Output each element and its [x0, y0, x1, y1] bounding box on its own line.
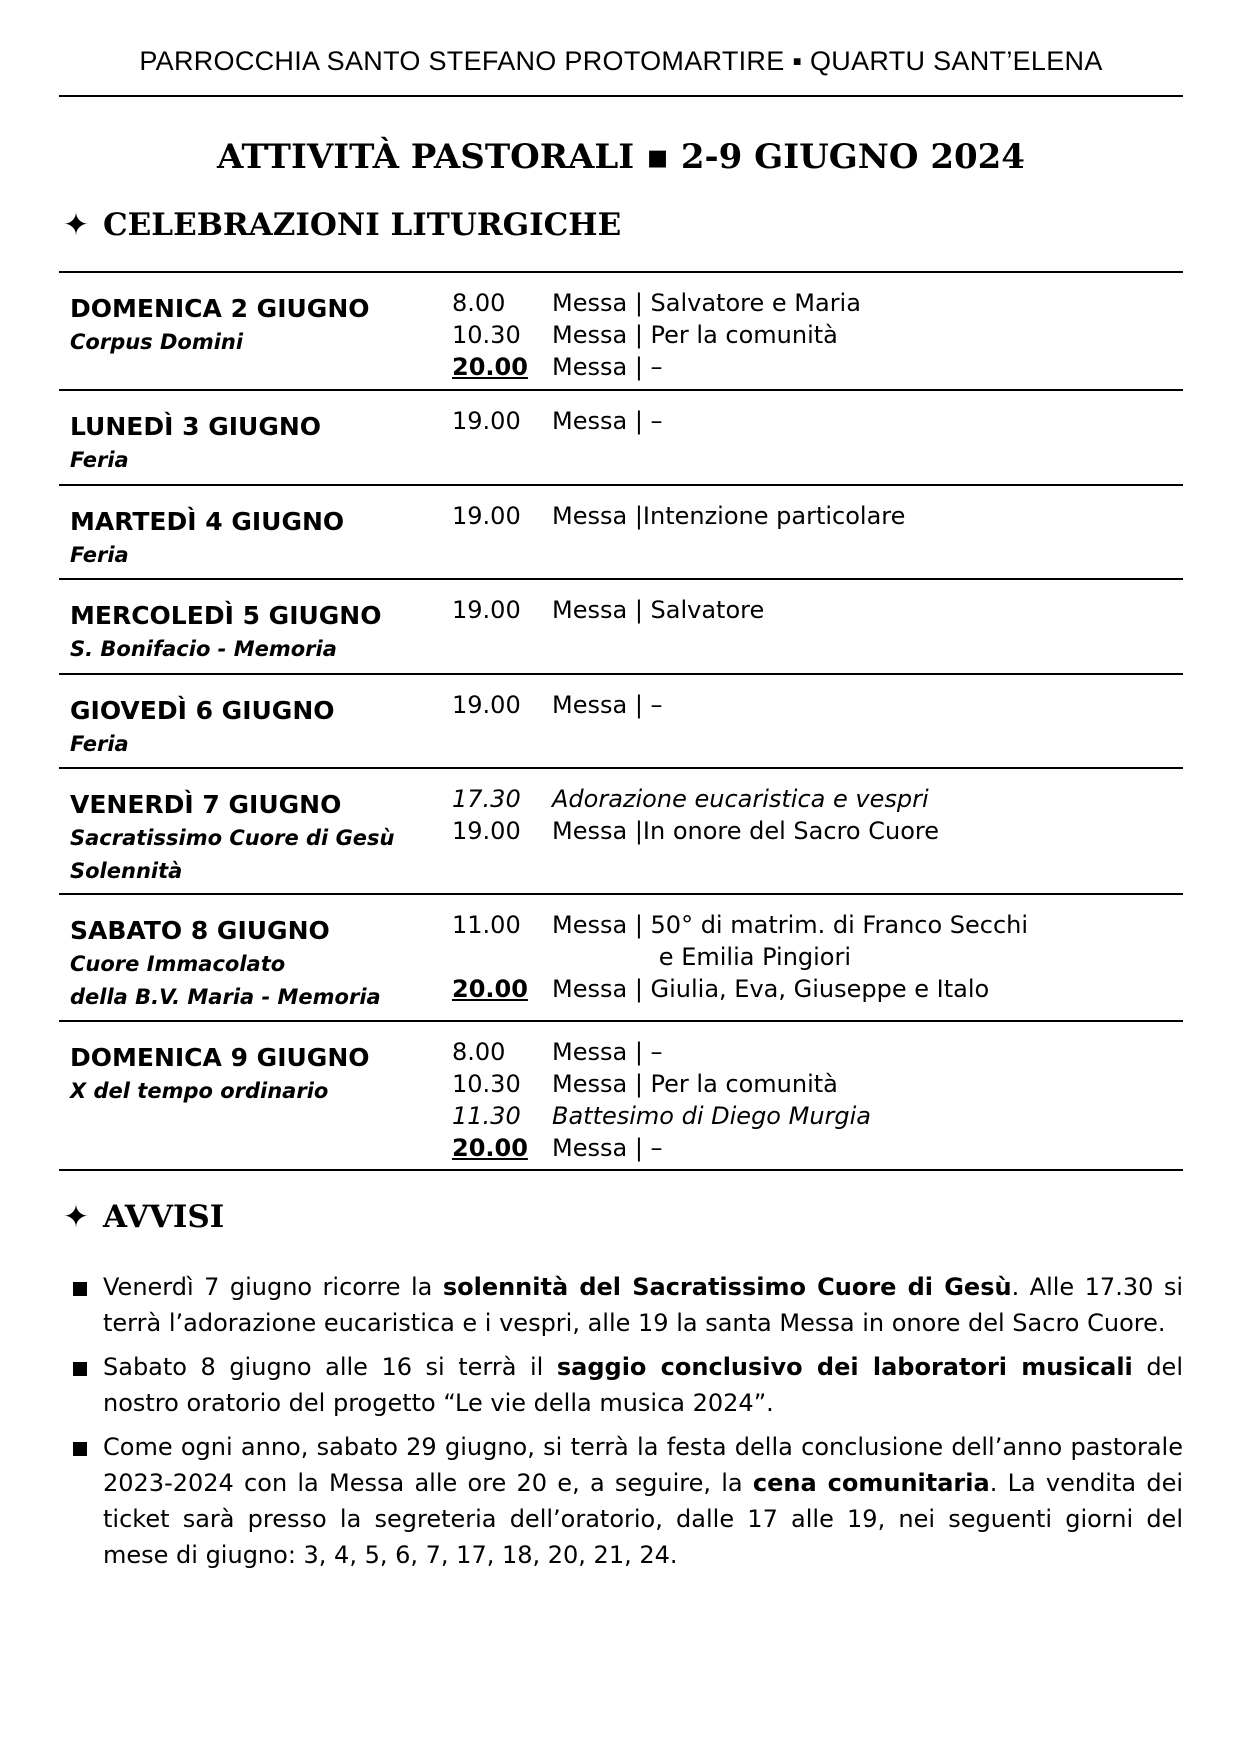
event-time: 8.00 [452, 1038, 506, 1066]
schedule-row [59, 675, 1183, 769]
square-bullet-icon [73, 1442, 87, 1456]
event-time: 11.30 [452, 1102, 521, 1130]
event-time [452, 941, 552, 973]
day-info [70, 788, 450, 888]
notices-list [73, 1269, 1183, 1581]
event-line [452, 500, 1172, 532]
event-text: Messa | – [552, 407, 663, 435]
event-line [452, 909, 1172, 941]
event-text: Messa | Salvatore e Maria [552, 289, 861, 317]
event-text: Messa | Salvatore [552, 596, 765, 624]
section-notices-title: AVVISI [102, 1199, 225, 1235]
event-time: 19.00 [452, 407, 521, 435]
event-time: 10.30 [452, 321, 521, 349]
notice-highlight: solennità del Sacratissimo Cuore di Gesù [442, 1273, 1012, 1301]
event-time: 19.00 [452, 502, 521, 530]
day-name: DOMENICA 2 GIUGNO [70, 294, 370, 323]
event-line [452, 815, 1172, 847]
event-time: 11.00 [452, 911, 521, 939]
day-info [70, 914, 450, 1014]
notice-highlight: cena comunitaria [752, 1469, 990, 1497]
schedule-table [59, 271, 1183, 1171]
event-list [452, 783, 1172, 847]
day-name: MARTEDÌ 4 GIUGNO [70, 507, 345, 536]
event-line [452, 594, 1172, 626]
notice-text: . La vendita dei ticket sarà presso la segreteria dell’oratorio, dalle 17 alle 19, nei seguenti giorni del mese di giugno: 3, 4, 5, 6, 7, 17, 18, 20, 21, 24. [103, 1469, 1184, 1569]
notice-text: . Alle 17.30 si terrà l’adorazione eucaristica e i vespri, alle 19 la santa Messa in onore del Sacro Cuore. [103, 1273, 1183, 1337]
event-list [452, 405, 1172, 437]
day-name: MERCOLEDÌ 5 GIUGNO [70, 601, 382, 630]
event-text: e Emilia Pingiori [552, 943, 852, 971]
star-icon: ✦ [63, 207, 89, 243]
notice-text: del nostro oratorio del progetto “Le vie della musica 2024”. [103, 1353, 1183, 1417]
event-line [452, 319, 1172, 351]
parish-header: PARROCCHIA SANTO STEFANO PROTOMARTIRE ▪ QUARTU SANT’ELENA [139, 46, 1103, 76]
event-line [452, 1100, 1172, 1132]
event-text: Messa | – [552, 353, 663, 381]
notice-text: Venerdì 7 giugno ricorre la [103, 1273, 443, 1301]
square-bullet-icon [73, 1282, 87, 1296]
section-celebrations [63, 207, 621, 243]
notice-item [73, 1269, 1183, 1341]
schedule-row [59, 391, 1183, 486]
event-line [452, 1132, 1172, 1164]
day-name: LUNEDÌ 3 GIUGNO [70, 412, 322, 441]
event-line [452, 1036, 1172, 1068]
event-line [452, 973, 1172, 1005]
notice-text: Come ogni anno, sabato 29 giugno, si terrà la festa della conclusione dell’anno pastorale 2023-2024 con la Messa alle ore 20 e, a seguire, la [103, 1433, 1183, 1497]
event-time: 10.30 [452, 1070, 521, 1098]
event-list [452, 287, 1172, 383]
header-divider [59, 95, 1183, 97]
schedule-row [59, 1022, 1183, 1171]
day-subtitle: della B.V. Maria - Memoria [70, 985, 381, 1009]
notice-text: Sabato 8 giugno alle 16 si terrà il [103, 1353, 557, 1381]
event-text: Messa | Per la comunità [552, 321, 838, 349]
day-info [70, 694, 450, 761]
event-line [452, 351, 1172, 383]
event-text: Battesimo di Diego Murgia [552, 1102, 872, 1130]
event-line [452, 783, 1172, 815]
event-time: 20.00 [452, 1134, 528, 1162]
event-list [452, 909, 1172, 1005]
day-subtitle: Feria [70, 732, 129, 756]
schedule-row [59, 486, 1183, 580]
event-line [452, 405, 1172, 437]
day-subtitle: Sacratissimo Cuore di Gesù [70, 826, 395, 850]
event-text: Messa |Intenzione particolare [552, 502, 906, 530]
event-list [452, 594, 1172, 626]
day-info [70, 505, 450, 572]
page-title: ATTIVITÀ PASTORALI ▪ 2-9 GIUGNO 2024 [217, 137, 1025, 177]
event-text: Messa | Giulia, Eva, Giuseppe e Italo [552, 975, 990, 1003]
event-text: Messa | 50° di matrim. di Franco Secchi [552, 911, 1029, 939]
schedule-row [59, 895, 1183, 1022]
day-subtitle: Cuore Immacolato [70, 952, 286, 976]
event-time: 19.00 [452, 691, 521, 719]
event-line [452, 287, 1172, 319]
event-time: 19.00 [452, 817, 521, 845]
event-list [452, 500, 1172, 532]
event-list [452, 689, 1172, 721]
event-time: 17.30 [452, 785, 521, 813]
day-name: DOMENICA 9 GIUGNO [70, 1043, 370, 1072]
day-subtitle: S. Bonifacio - Memoria [70, 637, 337, 661]
event-line [452, 689, 1172, 721]
event-time: 20.00 [452, 975, 528, 1003]
day-subtitle: Feria [70, 448, 129, 472]
section-notices [63, 1199, 224, 1235]
day-subtitle: Solennità [70, 859, 183, 883]
event-time: 19.00 [452, 596, 521, 624]
event-time: 20.00 [452, 353, 528, 381]
event-list [452, 1036, 1172, 1164]
day-name: SABATO 8 GIUGNO [70, 916, 330, 945]
notice-item [73, 1349, 1183, 1421]
day-info [70, 1041, 450, 1108]
section-celebrations-title: CELEBRAZIONI LITURGICHE [102, 207, 622, 243]
notice-item [73, 1429, 1183, 1573]
schedule-row [59, 273, 1183, 391]
day-subtitle: X del tempo ordinario [70, 1079, 329, 1103]
event-line [452, 1068, 1172, 1100]
event-text: Messa | Per la comunità [552, 1070, 838, 1098]
schedule-row [59, 580, 1183, 675]
star-icon: ✦ [63, 1199, 89, 1235]
day-name: GIOVEDÌ 6 GIUGNO [70, 696, 335, 725]
event-text: Messa |In onore del Sacro Cuore [552, 817, 939, 845]
event-text: Adorazione eucaristica e vespri [552, 785, 929, 813]
day-subtitle: Feria [70, 543, 129, 567]
day-info [70, 599, 450, 666]
event-text: Messa | – [552, 1038, 663, 1066]
day-subtitle: Corpus Domini [70, 330, 244, 354]
day-name: VENERDÌ 7 GIUGNO [70, 790, 342, 819]
day-info [70, 292, 450, 359]
square-bullet-icon [73, 1362, 87, 1376]
day-info [70, 410, 450, 477]
event-line [452, 941, 1172, 973]
notice-highlight: saggio conclusivo dei laboratori musicali [556, 1353, 1133, 1381]
event-text: Messa | – [552, 1134, 663, 1162]
schedule-row [59, 769, 1183, 895]
event-text: Messa | – [552, 691, 663, 719]
event-time: 8.00 [452, 289, 506, 317]
